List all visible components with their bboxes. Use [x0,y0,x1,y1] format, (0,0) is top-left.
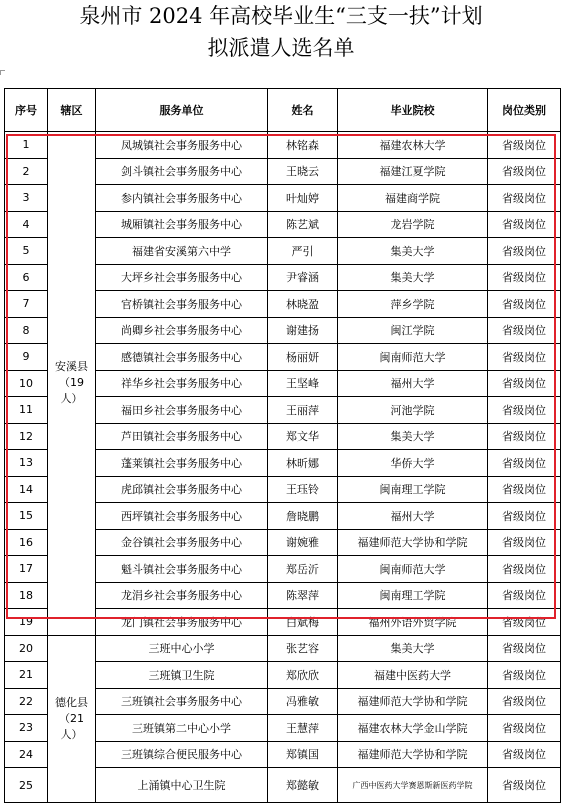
cell-school: 福建商学院 [338,185,488,212]
cell-post: 省级岗位 [488,291,561,318]
cell-name: 王珏铃 [268,476,338,503]
document-subtitle: 拟派遣人选名单 [207,36,355,60]
cell-post: 省级岗位 [488,397,561,424]
document-title: 泉州市 2024 年高校毕业生“三支一扶”计划 [79,4,483,28]
cell-school: 闽江学院 [338,317,488,344]
cell-name: 王慧萍 [268,715,338,742]
cell-post: 省级岗位 [488,476,561,503]
cell-seq: 14 [5,476,48,503]
cell-post: 省级岗位 [488,185,561,212]
cell-name: 王丽萍 [268,397,338,424]
cell-name: 郑岳沂 [268,556,338,583]
cell-seq: 20 [5,635,48,662]
roster-table-container [4,88,560,803]
cell-post: 省级岗位 [488,344,561,371]
table-row [5,635,561,662]
cell-post: 省级岗位 [488,370,561,397]
cell-school: 福建农林大学金山学院 [338,715,488,742]
cell-school: 河池学院 [338,397,488,424]
cell-name: 郑懿敏 [268,768,338,803]
cell-unit: 剑斗镇社会事务服务中心 [96,158,268,185]
cell-school: 福州大学 [338,503,488,530]
cell-district: 安溪县（19人） [48,132,96,636]
cell-post: 省级岗位 [488,423,561,450]
cell-unit: 城厢镇社会事务服务中心 [96,211,268,238]
cell-unit: 魁斗镇社会事务服务中心 [96,556,268,583]
cell-seq: 17 [5,556,48,583]
cell-unit: 福田乡社会事务服务中心 [96,397,268,424]
cell-school: 闽南师范大学 [338,344,488,371]
cell-school: 集美大学 [338,264,488,291]
cell-name: 郑文华 [268,423,338,450]
cell-post: 省级岗位 [488,768,561,803]
cell-post: 省级岗位 [488,609,561,636]
cell-seq: 10 [5,370,48,397]
cell-post: 省级岗位 [488,662,561,689]
cell-unit: 三班镇第二中心小学 [96,715,268,742]
header-school: 毕业院校 [338,89,488,132]
cell-unit: 尚卿乡社会事务服务中心 [96,317,268,344]
cell-school: 龙岩学院 [338,211,488,238]
cell-unit: 凤城镇社会事务服务中心 [96,132,268,159]
cell-unit: 福建省安溪第六中学 [96,238,268,265]
cell-unit: 西坪镇社会事务服务中心 [96,503,268,530]
cell-school: 萍乡学院 [338,291,488,318]
header-unit: 服务单位 [96,89,268,132]
cell-seq: 24 [5,741,48,768]
cell-unit: 芦田镇社会事务服务中心 [96,423,268,450]
cell-post: 省级岗位 [488,635,561,662]
cell-seq: 4 [5,211,48,238]
cell-post: 省级岗位 [488,158,561,185]
cell-name: 陈翠萍 [268,582,338,609]
cell-seq: 6 [5,264,48,291]
cell-post: 省级岗位 [488,529,561,556]
header-seq: 序号 [5,89,48,132]
cell-name: 林昕娜 [268,450,338,477]
cell-school: 福州大学 [338,370,488,397]
cell-school: 广西中医药大学赛恩斯新医药学院 [338,768,488,803]
cell-name: 林晓盈 [268,291,338,318]
cell-unit: 三班中心小学 [96,635,268,662]
roster-table [4,88,561,803]
header-row [5,89,561,132]
cell-seq: 18 [5,582,48,609]
cell-school: 华侨大学 [338,450,488,477]
cell-school: 集美大学 [338,423,488,450]
cell-seq: 3 [5,185,48,212]
cell-name: 陈艺斌 [268,211,338,238]
cell-name: 白斌梅 [268,609,338,636]
cell-unit: 参内镇社会事务服务中心 [96,185,268,212]
cell-post: 省级岗位 [488,450,561,477]
cell-name: 谢建扬 [268,317,338,344]
cell-name: 王晓云 [268,158,338,185]
header-name: 姓名 [268,89,338,132]
cell-post: 省级岗位 [488,715,561,742]
cell-unit: 三班镇综合便民服务中心 [96,741,268,768]
cell-seq: 11 [5,397,48,424]
cell-school: 福州外语外贸学院 [338,609,488,636]
cell-unit: 祥华乡社会事务服务中心 [96,370,268,397]
cell-name: 冯雅敏 [268,688,338,715]
cell-school: 福建师范大学协和学院 [338,529,488,556]
cell-seq: 13 [5,450,48,477]
cell-post: 省级岗位 [488,741,561,768]
cell-unit: 大坪乡社会事务服务中心 [96,264,268,291]
page-corner-mark [0,70,5,75]
cell-seq: 21 [5,662,48,689]
cell-name: 王坚峰 [268,370,338,397]
table-row [5,132,561,159]
cell-post: 省级岗位 [488,503,561,530]
cell-school: 福建农林大学 [338,132,488,159]
cell-unit: 蓬莱镇社会事务服务中心 [96,450,268,477]
cell-school: 闽南理工学院 [338,582,488,609]
cell-name: 林铭森 [268,132,338,159]
cell-post: 省级岗位 [488,556,561,583]
cell-seq: 15 [5,503,48,530]
cell-school: 集美大学 [338,238,488,265]
cell-name: 尹睿涵 [268,264,338,291]
cell-school: 集美大学 [338,635,488,662]
cell-name: 杨丽妍 [268,344,338,371]
cell-seq: 7 [5,291,48,318]
cell-seq: 16 [5,529,48,556]
cell-seq: 23 [5,715,48,742]
cell-unit: 龙门镇社会事务服务中心 [96,609,268,636]
cell-unit: 三班镇卫生院 [96,662,268,689]
cell-name: 郑镇国 [268,741,338,768]
cell-name: 严引 [268,238,338,265]
cell-unit: 虎邱镇社会事务服务中心 [96,476,268,503]
cell-name: 张艺容 [268,635,338,662]
header-post: 岗位类别 [488,89,561,132]
cell-post: 省级岗位 [488,317,561,344]
cell-name: 谢婉雅 [268,529,338,556]
cell-school: 福建师范大学协和学院 [338,741,488,768]
cell-unit: 金谷镇社会事务服务中心 [96,529,268,556]
table-body [5,132,561,803]
cell-unit: 官桥镇社会事务服务中心 [96,291,268,318]
header-district: 辖区 [48,89,96,132]
cell-unit: 三班镇社会事务服务中心 [96,688,268,715]
cell-unit: 感德镇社会事务服务中心 [96,344,268,371]
cell-district: 德化县（21人） [48,635,96,803]
cell-seq: 8 [5,317,48,344]
cell-seq: 2 [5,158,48,185]
cell-unit: 上涌镇中心卫生院 [96,768,268,803]
cell-name: 郑欣欣 [268,662,338,689]
cell-school: 福建江夏学院 [338,158,488,185]
cell-seq: 12 [5,423,48,450]
cell-school: 福建中医药大学 [338,662,488,689]
cell-school: 闽南师范大学 [338,556,488,583]
cell-name: 叶灿婷 [268,185,338,212]
cell-school: 闽南理工学院 [338,476,488,503]
cell-post: 省级岗位 [488,132,561,159]
cell-post: 省级岗位 [488,238,561,265]
cell-seq: 1 [5,132,48,159]
cell-post: 省级岗位 [488,211,561,238]
cell-seq: 25 [5,768,48,803]
cell-post: 省级岗位 [488,582,561,609]
cell-school: 福建师范大学协和学院 [338,688,488,715]
cell-name: 詹晓鹏 [268,503,338,530]
cell-seq: 22 [5,688,48,715]
cell-seq: 19 [5,609,48,636]
cell-seq: 5 [5,238,48,265]
cell-post: 省级岗位 [488,264,561,291]
cell-post: 省级岗位 [488,688,561,715]
cell-seq: 9 [5,344,48,371]
cell-unit: 龙涓乡社会事务服务中心 [96,582,268,609]
